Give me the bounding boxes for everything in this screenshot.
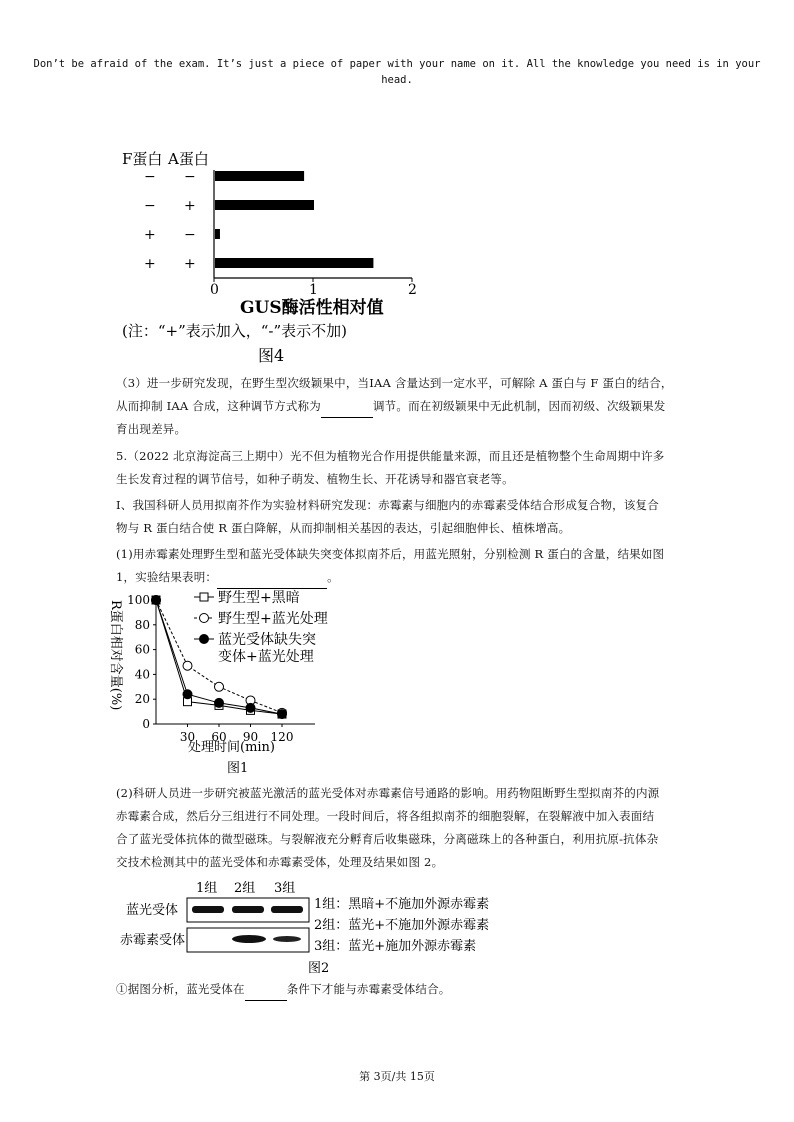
fig1-point-s3-90 xyxy=(246,703,255,712)
fig1-point-s2-60 xyxy=(215,682,224,691)
q3-line2-post: 调节。而在初级颖果中无此机制，因而初级、次级颖果发 xyxy=(372,399,666,413)
q3-line2 xyxy=(116,395,716,418)
header-quote xyxy=(0,56,794,88)
figure-2 xyxy=(120,876,540,978)
fig2-legend-1: 1组：黑暗+不施加外源赤霉素 xyxy=(314,897,490,912)
fig4-row-a-3: − xyxy=(184,227,196,243)
figure-2-blot xyxy=(120,876,540,978)
fig1-ytick-100: 100 xyxy=(127,593,150,607)
fig4-bar-1 xyxy=(215,171,304,181)
fig1-point-s2-30 xyxy=(183,661,192,670)
q5-sub2-q1-pre: ①据图分析，蓝光受体在 xyxy=(116,982,245,996)
fig1-x-label: 处理时间(min) xyxy=(188,740,276,755)
fig1-xtick-60: 60 xyxy=(211,730,227,744)
q5-sub1-line1: (1)用赤霉素处理野生型和蓝光受体缺失突变体拟南芥后，用蓝光照射，分别检测 R 蛋白的含量，结果如图 xyxy=(116,547,665,561)
q5-sub1-answer-blank[interactable] xyxy=(217,574,327,589)
fig1-y-label: R蛋白相对含量(%) xyxy=(108,600,123,711)
fig4-col-label-a: A蛋白 xyxy=(168,150,209,168)
q5-sub2-q1-blank[interactable] xyxy=(245,986,287,1001)
q5-sub1-line2-pre: 1，实验结果表明： xyxy=(116,570,218,584)
fig4-bar-4 xyxy=(215,258,373,268)
fig4-row-f-4: + xyxy=(144,256,156,272)
fig4-row-a-1: − xyxy=(184,169,196,185)
header-quote-line2: head. xyxy=(381,74,413,86)
question-3 xyxy=(116,372,716,441)
fig1-ytick-0: 0 xyxy=(142,717,150,731)
q3-line2-pre: 从而抑制 IAA 合成，这种调节方式称为 xyxy=(116,399,321,413)
q5-sub1-line2 xyxy=(116,566,726,589)
q5-sub2 xyxy=(116,782,726,874)
fig1-xtick-120: 120 xyxy=(270,730,294,744)
fig1-legend-label-3a: 蓝光受体缺失突 xyxy=(218,632,316,648)
q5-intro-line1: 5.（2022 北京海淀高三上期中）光不但为植物光合作用提供能量来源，而且还是植物整个生命周期中许多 xyxy=(116,449,665,463)
fig4-xtick-2: 2 xyxy=(408,282,417,298)
fig1-legend-marker-3 xyxy=(200,635,209,644)
fig1-legend-marker-2 xyxy=(200,614,209,623)
q5-sub2-line4: 交技术检测其中的蓝光受体和赤霉素受体，处理及结果如图 2。 xyxy=(116,855,444,869)
q3-line3: 育出现差异。 xyxy=(116,422,187,436)
fig2-group-label-1: 1组 xyxy=(196,881,218,896)
fig1-legend-label-2: 野生型+蓝光处理 xyxy=(218,611,328,627)
fig1-ytick-80: 80 xyxy=(134,617,150,632)
fig2-band-blue-1 xyxy=(192,906,224,913)
fig4-row-f-3: + xyxy=(144,227,156,243)
q3-line1: （3）进一步研究发现，在野生型次级颖果中，当IAA 含量达到一定水平，可解除 A 蛋白与 F 蛋白的结合， xyxy=(116,376,673,390)
fig4-row-a-2: + xyxy=(184,198,196,214)
fig1-xtick-30: 30 xyxy=(179,730,196,744)
fig1-point-s3-60 xyxy=(215,698,224,707)
figure-4-chart xyxy=(100,140,460,370)
fig1-ytick-40: 40 xyxy=(134,667,150,682)
fig2-legend-3: 3组：蓝光+施加外源赤霉素 xyxy=(314,939,477,954)
fig2-caption: 图2 xyxy=(308,961,330,976)
fig4-row-f-2: − xyxy=(144,198,156,214)
fig4-xtick-0: 0 xyxy=(210,282,219,298)
fig2-group-label-3: 3组 xyxy=(274,881,296,896)
fig4-note: (注：“+”表示加入，“-”表示不加) xyxy=(122,322,348,340)
fig4-xtick-1: 1 xyxy=(309,282,318,298)
q5-part1-line2: 物与 R 蛋白结合使 R 蛋白降解，从而抑制相关基因的表达，引起细胞伸长、植株增高。 xyxy=(116,521,571,535)
fig4-bar-2 xyxy=(215,200,314,210)
fig2-legend-2: 2组：蓝光+不施加外源赤霉素 xyxy=(314,918,490,933)
fig1-xtick-90: 90 xyxy=(242,730,259,744)
fig2-row-label-blue: 蓝光受体 xyxy=(126,903,179,918)
q3-answer-blank[interactable] xyxy=(321,403,373,418)
fig2-band-blue-3 xyxy=(271,906,303,913)
q5-sub2-q1-post: 条件下才能与赤霉素受体结合。 xyxy=(286,982,451,996)
fig1-ytick-20: 20 xyxy=(134,692,150,707)
figure-1 xyxy=(100,588,360,778)
q5-part1-line1: I、我国科研人员用拟南芥作为实验材料研究发现：赤霉素与细胞内的赤霉素受体结合形成复合物，该复合 xyxy=(116,498,659,512)
q5-sub2-line1: (2)科研人员进一步研究被蓝光激活的蓝光受体对赤霉素信号通路的影响。用药物阻断野生型拟南芥的内源 xyxy=(116,786,660,800)
q5-sub2-line3: 合了蓝光受体抗体的微型磁珠。与裂解液充分孵育后收集磁珠，分离磁珠上的各种蛋白，利用抗原-抗体杂 xyxy=(116,832,659,846)
q5-sub1-line2-post: 。 xyxy=(327,570,339,584)
fig4-bar-3 xyxy=(215,229,220,239)
figure-1-chart xyxy=(100,588,360,778)
fig1-legend-label-1: 野生型+黑暗 xyxy=(218,590,300,606)
fig2-band-ga-2 xyxy=(232,935,266,943)
fig1-caption: 图1 xyxy=(227,761,249,776)
fig1-ytick-60: 60 xyxy=(134,642,150,657)
fig4-caption: 图4 xyxy=(258,346,285,365)
q5-sub2-q1 xyxy=(116,978,726,1001)
fig2-group-label-2: 2组 xyxy=(234,881,256,896)
fig4-x-label: GUS酶活性相对值 xyxy=(240,298,384,318)
fig2-band-blue-2 xyxy=(232,906,264,913)
header-quote-line1: Don’t be afraid of the exam. It’s just a piece of paper with your name on it. All the knowledge you need is in your xyxy=(33,58,761,70)
q5-intro-line2: 生长发育过程的调节信号，如种子萌发、植物生长、开花诱导和器官衰老等。 xyxy=(116,472,514,486)
question-5 xyxy=(116,445,726,589)
fig4-row-a-4: + xyxy=(184,256,196,272)
figure-4 xyxy=(100,140,460,370)
fig1-legend-label-3b: 变体+蓝光处理 xyxy=(218,649,314,665)
fig2-band-ga-3 xyxy=(273,936,301,942)
fig2-row-label-ga: 赤霉素受体 xyxy=(120,933,186,948)
fig1-point-s3-30 xyxy=(183,690,192,699)
q5-sub2-line2: 赤霉素合成，然后分三组进行不同处理。一段时间后，将各组拟南芥的细胞裂解，在裂解液中加入表面结 xyxy=(116,809,655,823)
fig4-row-f-1: − xyxy=(144,169,156,185)
page-footer: 第 3页/共 15页 xyxy=(359,1070,435,1083)
fig1-point-s3-0 xyxy=(152,596,161,605)
fig4-col-label-f: F蛋白 xyxy=(122,150,163,168)
fig1-legend-marker-1 xyxy=(200,593,208,601)
fig1-point-s3-120 xyxy=(278,710,287,719)
